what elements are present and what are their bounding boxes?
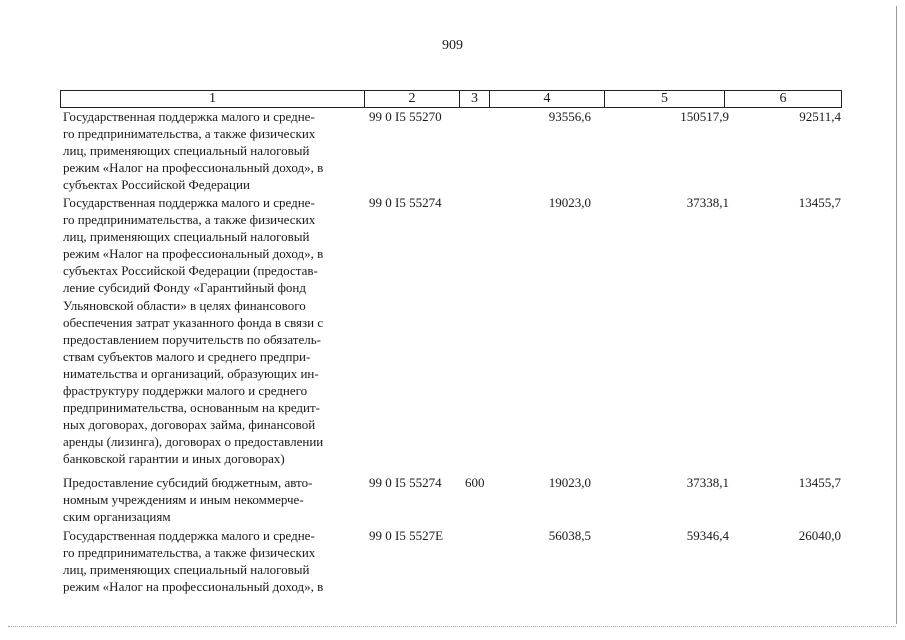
row-value-col6: 92511,4 [799, 109, 841, 124]
table-row [60, 474, 842, 527]
row-value-col6: 13455,7 [798, 195, 841, 210]
table-row [60, 194, 842, 474]
table-row [60, 108, 842, 194]
row-value-col5: 37338,1 [686, 195, 729, 210]
row-name-line: субъектах Российской Федерации (предостав- [63, 263, 318, 279]
row-target-code: 99 0 I5 5527E [369, 528, 444, 543]
row-value-col4: 93556,6 [548, 109, 591, 124]
header-col-5: 5 [605, 91, 725, 107]
row-name-line: фраструктуру поддержки малого и среднего [63, 383, 308, 399]
row-name-line: го предпринимательства, а также физических [63, 126, 316, 142]
row-target-code: 99 0 I5 55274 [369, 195, 442, 210]
row-name-line: ных договорах, договорах займа, финансовой [63, 417, 316, 433]
header-col-4: 4 [490, 91, 605, 107]
row-value-col6: 13455,7 [798, 475, 841, 490]
row-name [63, 527, 360, 595]
row-name-line: лиц, применяющих специальный налоговый [63, 229, 310, 245]
header-col-2: 2 [365, 91, 460, 107]
row-name-line: субъектах Российской Федерации [63, 177, 250, 193]
row-name-line: ление субсидий Фонду «Гарантийный фонд [63, 280, 307, 296]
row-name [63, 474, 360, 525]
row-name-line: лиц, применяющих специальный налоговый [63, 562, 310, 578]
row-name [63, 194, 360, 468]
row-name-line: номным учреждениям и иным некоммерче- [63, 492, 304, 508]
row-target-code: 99 0 I5 55270 [369, 109, 442, 124]
header-col-3: 3 [460, 91, 490, 107]
row-name-line: режим «Налог на профессиональный доход», в [63, 246, 324, 262]
row-name-line: Государственная поддержка малого и средне- [63, 528, 315, 543]
row-expense-type: 600 [465, 475, 485, 490]
row-name-line: нимательства и организаций, образующих ин- [63, 365, 319, 381]
row-name [63, 108, 360, 193]
row-name-line: лиц, применяющих специальный налоговый [63, 143, 310, 159]
row-name-line: го предпринимательства, а также физических [63, 212, 316, 228]
row-value-col4: 56038,5 [548, 528, 591, 543]
row-name-line: аренды (лизинга), договорах о предоставлении [63, 434, 324, 450]
row-value-col5: 59346,4 [686, 528, 729, 543]
page-edge-bottom [8, 626, 896, 627]
row-value-col6: 26040,0 [798, 528, 841, 543]
row-value-col4: 19023,0 [548, 475, 591, 490]
row-name-line: Государственная поддержка малого и средне- [63, 195, 315, 210]
row-name-line: го предпринимательства, а также физических [63, 545, 316, 561]
row-name-line: ским организациям [63, 509, 171, 525]
row-value-col4: 19023,0 [548, 195, 591, 210]
header-col-1: 1 [60, 91, 365, 107]
row-value-col5: 150517,9 [680, 109, 729, 124]
row-name-line: предпринимательства, основанным на кредит- [63, 400, 321, 416]
page-edge-right [896, 6, 897, 624]
row-name-line: банковской гарантии и иных договорах) [63, 451, 285, 467]
table-row [60, 527, 842, 597]
row-value-col5: 37338,1 [686, 475, 729, 490]
row-name-line: Предоставление субсидий бюджетным, авто- [63, 475, 313, 490]
row-name-line: Государственная поддержка малого и средне- [63, 109, 315, 124]
row-name-line: предоставлением поручительств по обязатель- [63, 331, 321, 347]
header-col-6: 6 [725, 91, 842, 107]
row-name-line: режим «Налог на профессиональный доход», в [63, 579, 324, 595]
row-name-line: Ульяновской области» в целях финансового [63, 297, 306, 313]
row-name-line: обеспечения затрат указанного фонда в связи с [63, 314, 324, 330]
table-header-row [60, 90, 842, 108]
page-number: 909 [442, 38, 463, 53]
row-name-line: ствам субъектов малого и среднего предпри- [63, 348, 311, 364]
row-target-code: 99 0 I5 55274 [369, 475, 442, 490]
row-name-line: режим «Налог на профессиональный доход», в [63, 160, 324, 176]
